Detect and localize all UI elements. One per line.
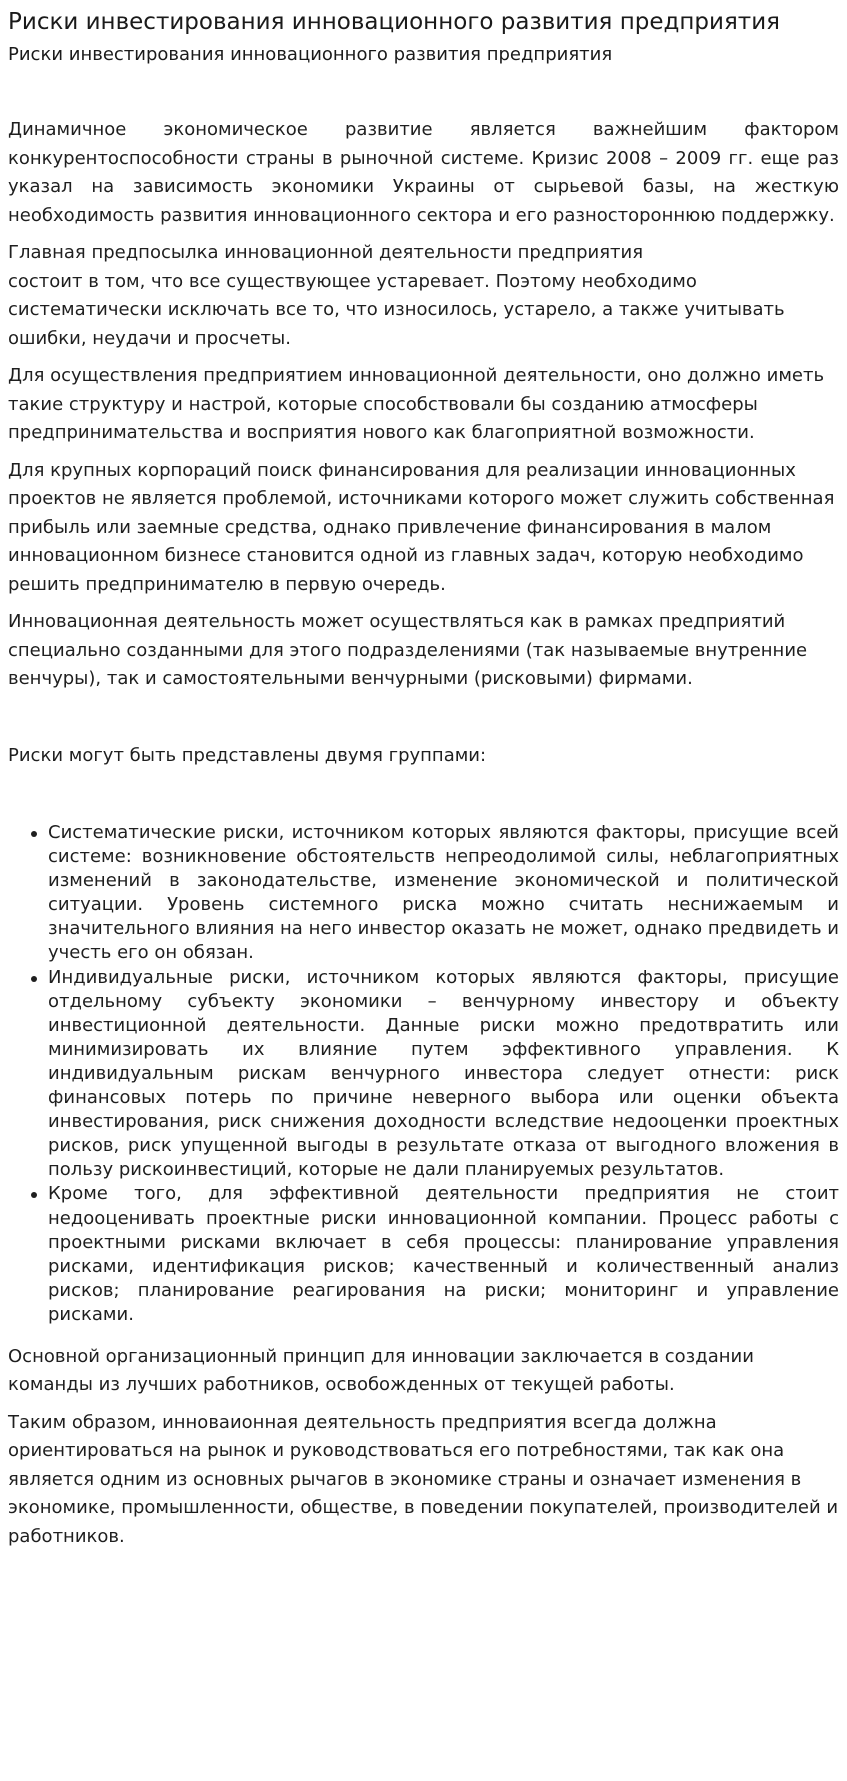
bullet-icon — [31, 1192, 37, 1198]
bullet-icon — [31, 976, 37, 982]
blank-line — [8, 770, 839, 821]
list-item — [48, 966, 839, 1183]
premise-paragraph-body: состоит в том, что все существующее устаревает. Поэтому необходимо систематически исключать все то, что износилось, устарело, а также учитывать ошибки, неудачи и просчеты. — [8, 270, 785, 349]
premise-paragraph-lead: Главная предпосылка инновационной деятельности предприятия — [8, 242, 644, 263]
blank-line — [8, 68, 839, 116]
article-subtitle: Риски инвестирования инновационного развития предприятия — [8, 44, 613, 65]
list-item-text: Систематические риски, источником которых являются факторы, присущие всей системе: возникновение обстоятельств непреодолимой силы, неблагоприятных изменений в законодательстве, изменение экономической и политической ситуации. Уровень системного риска можно считать неснижаемым и значительного влияния на него инвестор оказать не может, однако предвидеть и учесть его он обязан. — [48, 822, 839, 964]
list-item — [48, 821, 839, 966]
venture-paragraph: Инновационная деятельность может осуществляться как в рамках предприятий специально созданными для этого подразделениями (так называемые внутренние венчуры), так и самостоятельными венчурными (рисковыми) фирмами. — [8, 611, 808, 689]
structure-paragraph: Для осуществления предприятием инновационной деятельности, оно должно иметь такие структуру и настрой, которые способствовали бы созданию атмосферы предпринимательства и восприятия нового как благоприятной возможности. — [8, 365, 825, 443]
risk-groups-intro: Риски могут быть представлены двумя группами: — [8, 744, 487, 766]
intro-paragraph: Динамичное экономическое развитие является важнейшим фактором конкурентоспособности страны в рыночной системе. Кризис 2008 – 2009 гг. еще раз указал на зависимость экономики Украины от сырьевой базы, на жесткую необходимость развития инновационного сектора и его разностороннюю поддержку. — [8, 119, 839, 226]
risk-list — [8, 821, 839, 1327]
list-item-text: Кроме того, для эффективной деятельности предприятия не стоит недооценивать проектные риски инновационной компании. Процесс работы с проектными рисками включает в себя процессы: планирование управления рисками, идентификация рисков; качественный и количественный анализ рисков; планирование реагирования на риски; мониторинг и управление рисками. — [48, 1183, 839, 1325]
article-title: Риски инвестирования инновационного развития предприятия — [8, 9, 780, 35]
list-item — [48, 1182, 839, 1327]
bullet-icon — [31, 831, 37, 837]
organization-paragraph: Основной организационный принцип для инновации заключается в создании команды из лучших работников, освобожденных от текущей работы. — [8, 1345, 754, 1396]
blank-line — [8, 694, 839, 742]
financing-paragraph: Для крупных корпораций поиск финансирования для реализации инновационных проектов не является проблемой, источниками которого может служить собственная прибыль или заемные средства, однако привлечение финансирования в малом инновационном бизнесе становится одной из главных задач, которую необходимо решить предпринимателю в первую очередь. — [8, 459, 835, 595]
list-item-text: Индивидуальные риски, источником которых являются факторы, присущие отдельному субъекту экономики – венчурному инвестору и объекту инвестиционной деятельности. Данные риски можно предотвратить или минимизировать их влияние путем эффективного управления. К индивидуальным рискам венчурного инвестора следует отнести: риск финансовых потерь по причине неверного выбора или оценки объекта инвестирования, риск снижения доходности вследствие недооценки проектных рисков, риск упущенной выгоды в результате отказа от выгодного вложения в пользу рискоинвестиций, которые не дали планируемых результатов. — [48, 966, 839, 1181]
conclusion-paragraph: Таким образом, инноваионная деятельность предприятия всегда должна ориентироваться на рынок и руководствоваться его потребностями, так как она является одним из основных рычагов в экономике страны и означает изменения в экономике, промышленности, обществе, в поведении покупателей, производителей и работников. — [8, 1411, 839, 1547]
